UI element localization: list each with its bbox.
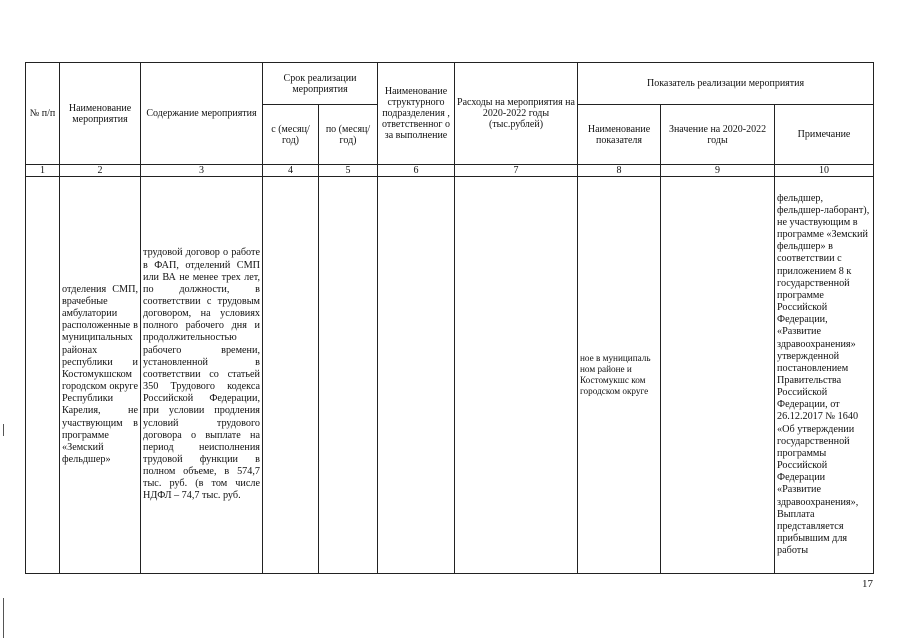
column-number: 2 [60, 165, 141, 177]
header-measure-name: Наименование мероприятия [60, 63, 141, 165]
column-number-row [26, 165, 874, 177]
column-number: 8 [578, 165, 661, 177]
cell-responsible-unit [378, 177, 455, 574]
header-responsible-unit: Наименование структурного подразделения , ответственног о за выполнение [378, 63, 455, 165]
header-period-to: по (месяц/ год) [319, 105, 378, 165]
header-number: № п/п [26, 63, 60, 165]
cell-number [26, 177, 60, 574]
header-indicator-name: Наименование показателя [578, 105, 661, 165]
cell-note: фельдшер, фельдшер-лаборант), не участвующим в программе «Земский фельдшер» в соответствии с приложением 8 к государственной программе Российской Федерации, «Развитие здравоохранения» утвержденной постановлением Правительства Российской Федерации, от 26.12.2017 № 1640 «Об утверждении государственной программы Российской Федерации «Развитие здравоохранения», Выплата представляется прибывшим для работы [775, 177, 874, 574]
header-expenses: Расходы на мероприятия на 2020-2022 годы (тыс.рублей) [455, 63, 578, 165]
cell-period-from [263, 177, 319, 574]
scan-edge-mark [3, 598, 4, 638]
header-period-from: с (месяц/ год) [263, 105, 319, 165]
column-number: 6 [378, 165, 455, 177]
header-indicator-value: Значение на 2020-2022 годы [661, 105, 775, 165]
header-row-top [26, 63, 874, 105]
cell-expenses [455, 177, 578, 574]
column-number: 9 [661, 165, 775, 177]
column-number: 7 [455, 165, 578, 177]
cell-indicator-name: ное в муниципаль ном районе и Костомукшс ком городском округе [578, 177, 661, 574]
cell-indicator-value [661, 177, 775, 574]
scan-edge-mark [3, 424, 4, 436]
column-number: 10 [775, 165, 874, 177]
column-number: 3 [141, 165, 263, 177]
column-number: 5 [319, 165, 378, 177]
cell-measure-name: отделения СМП, врачебные амбулатории расположенные в муниципальных районах республики и Костомукшском городском округе Республики Карелия, не участвующим в программе «Земский фельдшер» [60, 177, 141, 574]
header-note: Примечание [775, 105, 874, 165]
table-row [26, 177, 874, 574]
header-period-group: Срок реализации мероприятия [263, 63, 378, 105]
measures-table [25, 62, 874, 574]
cell-measure-content: трудовой договор о работе в ФАП, отделений СМП или ВА не менее трех лет, по должности, в соответствии с трудовым договором, на условиях полного рабочего дня и продолжительностью рабочего времени, установленной в соответствии со статьей 350 Трудового кодекса Российской Федерации, при условии продления условий трудового договора о выплате на период неисполнения трудовой функции в полном объеме, в 574,7 тыс. руб. (в том числе НДФЛ – 74,7 тыс. руб. [141, 177, 263, 574]
cell-period-to [319, 177, 378, 574]
page-number: 17 [862, 578, 873, 590]
header-measure-content: Содержание мероприятия [141, 63, 263, 165]
header-indicator-group: Показатель реализации мероприятия [578, 63, 874, 105]
column-number: 4 [263, 165, 319, 177]
column-number: 1 [26, 165, 60, 177]
